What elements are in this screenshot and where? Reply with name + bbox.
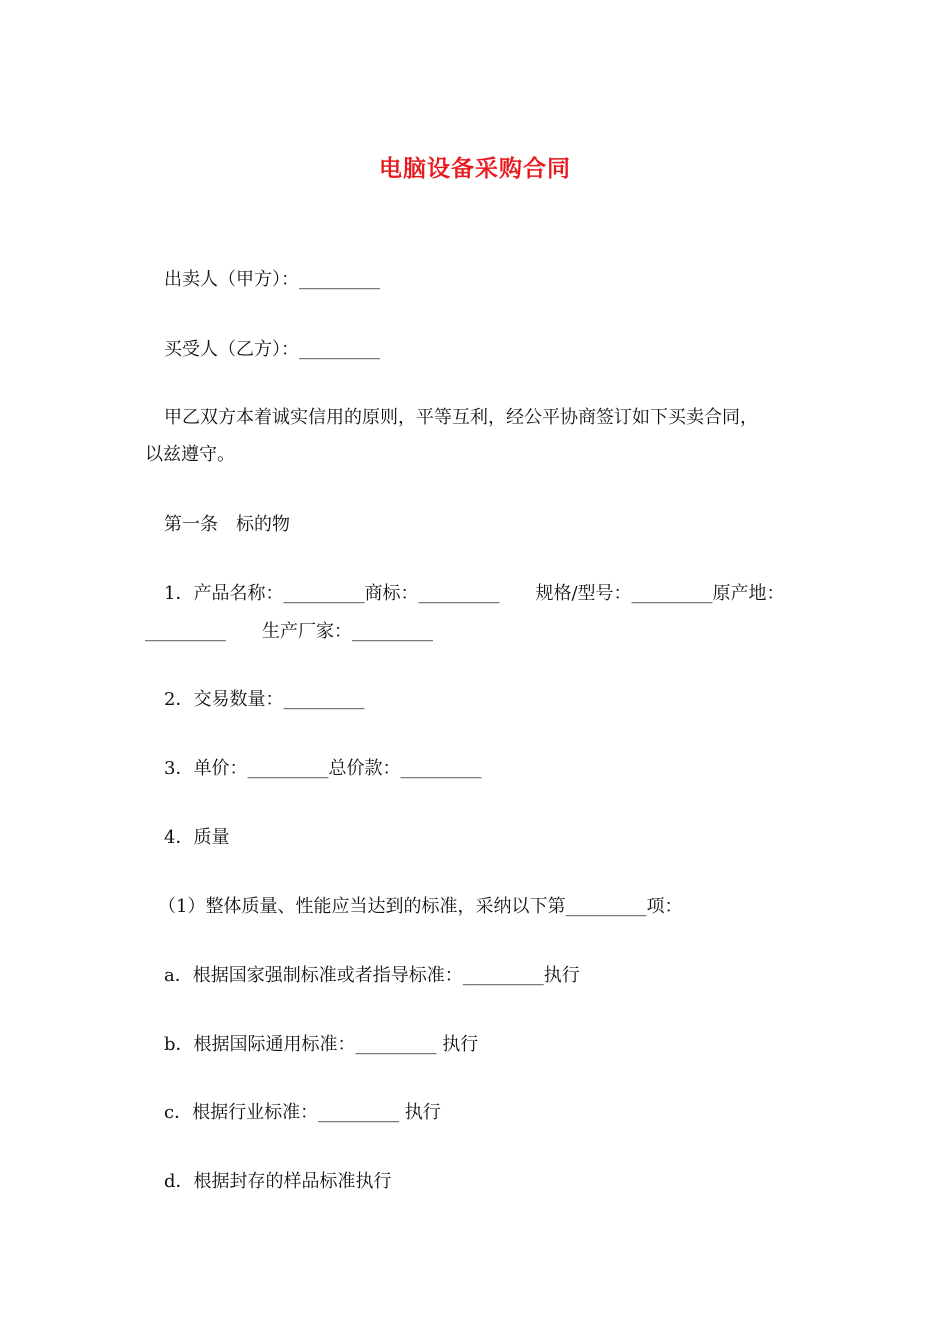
clause-3: 3．单价：_________总价款：_________ [164, 758, 482, 779]
clause-2: 2．交易数量：_________ [164, 689, 365, 710]
clause-4-1: （1）整体质量、性能应当达到的标准，采纳以下第_________项： [158, 896, 683, 917]
option-b: b．根据国际通用标准：_________ 执行 [164, 1034, 479, 1055]
option-a: a．根据国家强制标准或者指导标准：_________执行 [164, 965, 580, 986]
document-title: 电脑设备采购合同 [379, 155, 571, 182]
article-1-heading: 第一条 标的物 [164, 514, 290, 535]
seller-line: 出卖人（甲方）：_________ [164, 269, 380, 290]
clause-1-line-2: _________ 生产厂家：_________ [145, 621, 433, 642]
clause-1-line-1: 1．产品名称：_________商标：_________ 规格/型号：_________原产地： [164, 583, 785, 604]
option-d: d．根据封存的样品标准执行 [164, 1171, 392, 1192]
preamble-line-1: 甲乙双方本着诚实信用的原则，平等互利，经公平协商签订如下买卖合同， [164, 407, 758, 428]
clause-4: 4．质量 [164, 827, 230, 848]
buyer-line: 买受人（乙方）：_________ [164, 339, 380, 360]
preamble-line-2: 以兹遵守。 [145, 444, 235, 465]
option-c: c．根据行业标准：_________ 执行 [164, 1102, 441, 1123]
